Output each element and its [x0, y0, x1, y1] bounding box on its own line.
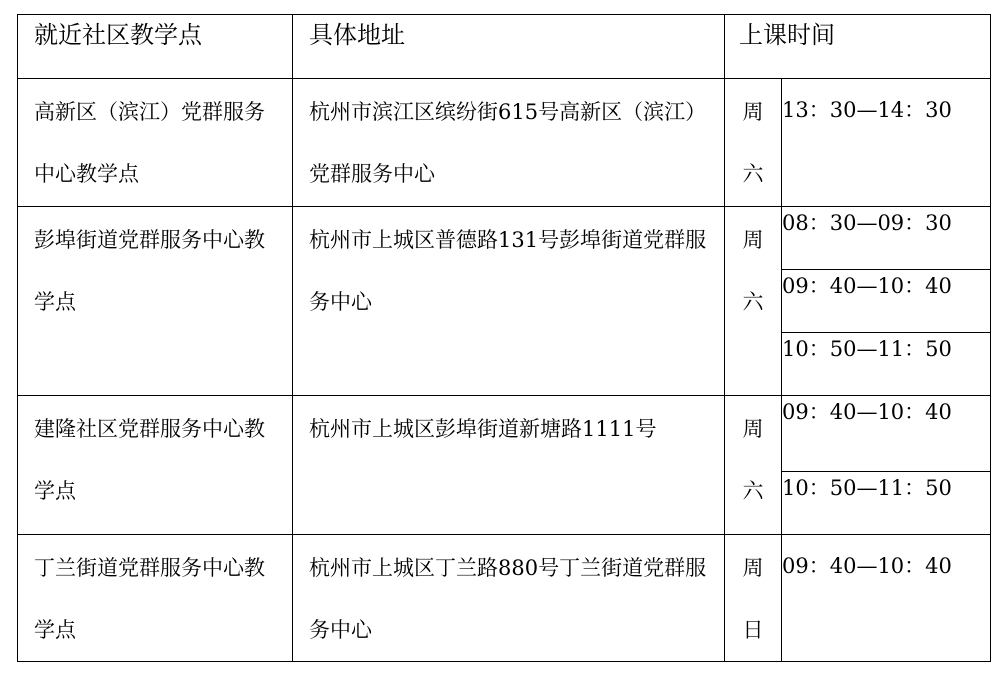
- time-cell: [782, 472, 991, 535]
- location-text: 彭埠街道党群服务中心教学点: [34, 228, 265, 314]
- location-text: 高新区（滨江）党群服务中心教学点: [34, 100, 265, 186]
- header-location: 就近社区教学点: [34, 21, 202, 49]
- time-cell: [782, 270, 991, 333]
- time-cell: [782, 207, 991, 270]
- location-cell: [18, 79, 293, 207]
- time-cell: [782, 79, 991, 207]
- day-text: 周六: [742, 417, 764, 503]
- time-slot: 09：40—10：40: [782, 554, 952, 578]
- table-row: [18, 79, 991, 207]
- time-slot: 08：30—09：30: [782, 211, 952, 235]
- day-cell: [725, 535, 782, 662]
- day-cell: [725, 207, 782, 396]
- time-slot: 10：50—11：50: [782, 476, 952, 500]
- address-cell: [293, 207, 725, 396]
- time-cell: [782, 396, 991, 472]
- location-text: 建隆社区党群服务中心教学点: [34, 417, 265, 503]
- header-location-cell: [18, 15, 293, 79]
- time-slot: 13：30—14：30: [782, 98, 952, 122]
- address-text: 杭州市上城区丁兰路880号丁兰街道党群服务中心: [309, 556, 707, 642]
- day-cell: [725, 396, 782, 535]
- address-cell: [293, 396, 725, 535]
- day-text: 周日: [742, 556, 764, 642]
- time-slot: 09：40—10：40: [782, 400, 952, 424]
- day-text: 周六: [742, 100, 764, 186]
- location-cell: [18, 535, 293, 662]
- header-row: [18, 15, 991, 79]
- address-cell: [293, 79, 725, 207]
- time-slot: 09：40—10：40: [782, 274, 952, 298]
- header-address-cell: [293, 15, 725, 79]
- day-cell: [725, 79, 782, 207]
- address-text: 杭州市上城区普德路131号彭埠街道党群服务中心: [309, 228, 707, 314]
- location-cell: [18, 207, 293, 396]
- address-text: 杭州市上城区彭埠街道新塘路1111号: [309, 417, 657, 441]
- table-row: [18, 207, 991, 270]
- address-cell: [293, 535, 725, 662]
- header-time: 上课时间: [739, 21, 835, 49]
- schedule-table: [17, 14, 991, 662]
- day-text: 周六: [742, 228, 764, 314]
- address-text: 杭州市滨江区缤纷街615号高新区（滨江）党群服务中心: [309, 100, 707, 186]
- time-cell: [782, 333, 991, 396]
- time-cell: [782, 535, 991, 662]
- location-cell: [18, 396, 293, 535]
- table-row: [18, 396, 991, 472]
- table-row: [18, 535, 991, 662]
- time-slot: 10：50—11：50: [782, 337, 952, 361]
- header-address: 具体地址: [309, 21, 405, 49]
- header-time-cell: [725, 15, 991, 79]
- location-text: 丁兰街道党群服务中心教学点: [34, 556, 265, 642]
